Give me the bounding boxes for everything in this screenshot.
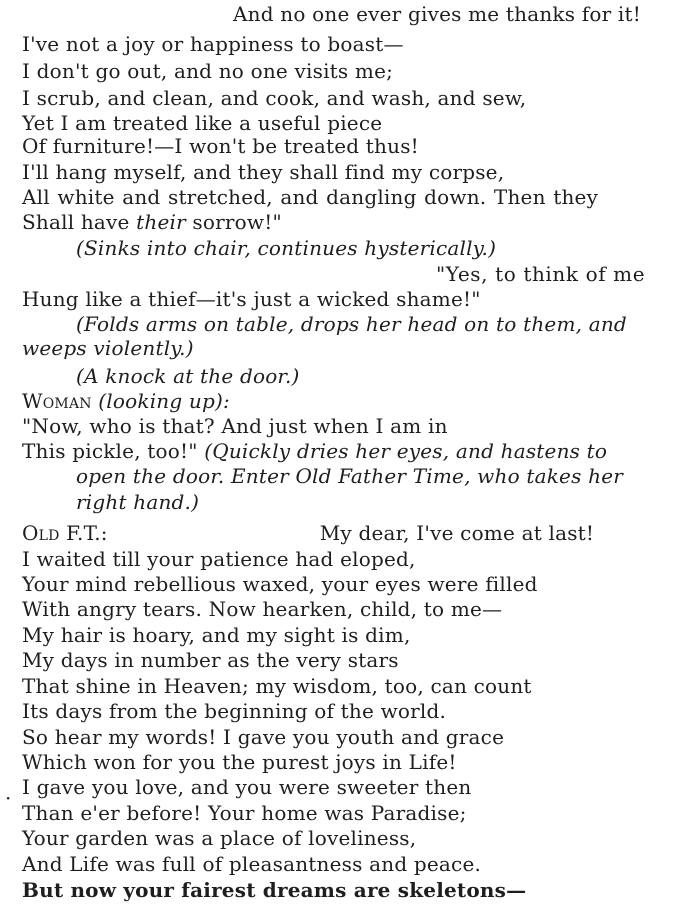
verse-line: Your mind rebellious waxed, your eyes were filled: [22, 572, 538, 596]
verse-line: My days in number as the very stars: [22, 648, 399, 672]
verse-line: I'll hang myself, and they shall find my corpse,: [22, 160, 505, 184]
verse-line: Which won for you the purest joys in Life!: [22, 750, 457, 774]
verse-line: Yet I am treated like a useful piece: [22, 111, 383, 135]
verse-line: That shine in Heaven; my wisdom, too, can count: [22, 674, 532, 698]
speaker-line: [22, 389, 230, 413]
margin-mark: ·: [5, 786, 12, 810]
stage-direction: (Folds arms on table, drops her head on to them, and: [76, 312, 627, 336]
verse-fragment: Shall have: [22, 210, 137, 234]
speaker-name: Woman: [22, 389, 92, 413]
speaker-line: [22, 521, 594, 545]
stage-direction: (looking up):: [91, 389, 230, 413]
verse-line: But now your fairest dreams are skeletons—: [22, 878, 527, 902]
verse-line: "Now, who is that? And just when I am in: [22, 414, 448, 438]
verse-line: My hair is hoary, and my sight is dim,: [22, 623, 411, 647]
stage-direction: (Sinks into chair, continues hysterically.): [76, 236, 497, 260]
verse-line: Than e'er before! Your home was Paradise;: [22, 801, 467, 825]
verse-line: And Life was full of pleasantness and peace.: [22, 852, 482, 876]
speaker-name: Old F.T.:: [22, 521, 108, 545]
verse-line: Of furniture!—I won't be treated thus!: [22, 134, 419, 158]
verse-line: And no one ever gives me thanks for it!: [233, 2, 641, 26]
emphasis: their: [136, 210, 186, 234]
stage-direction: weeps violently.): [22, 336, 194, 360]
verse-line: "Yes, to think of me: [436, 262, 646, 286]
verse-line: All white and stretched, and dangling down. Then they: [22, 185, 599, 209]
verse-line: I waited till your patience had eloped,: [22, 547, 416, 571]
verse-line: Its days from the beginning of the world.: [22, 699, 447, 723]
stage-direction: right hand.): [76, 490, 200, 514]
verse-line: With angry tears. Now hearken, child, to me—: [22, 597, 503, 621]
verse-line: I've not a joy or happiness to boast—: [22, 32, 404, 56]
stage-direction: (Quickly dries her eyes, and hastens to: [204, 439, 608, 463]
verse-fragment: sorrow!": [185, 210, 282, 234]
verse-line: Your garden was a place of loveliness,: [22, 826, 417, 850]
verse-line: I don't go out, and no one visits me;: [22, 59, 394, 83]
verse-fragment: This pickle, too!": [22, 439, 205, 463]
verse-line: [22, 439, 607, 463]
verse-fragment: My dear, I've come at last!: [319, 521, 595, 545]
verse-line: Hung like a thief—it's just a wicked shame!": [22, 287, 481, 311]
stage-direction: open the door. Enter Old Father Time, who takes her: [76, 464, 623, 488]
verse-line: So hear my words! I gave you youth and grace: [22, 725, 505, 749]
verse-line: [22, 210, 282, 234]
verse-line: I scrub, and clean, and cook, and wash, and sew,: [22, 86, 527, 110]
verse-line: I gave you love, and you were sweeter then: [22, 775, 472, 799]
stage-direction: (A knock at the door.): [76, 364, 300, 388]
